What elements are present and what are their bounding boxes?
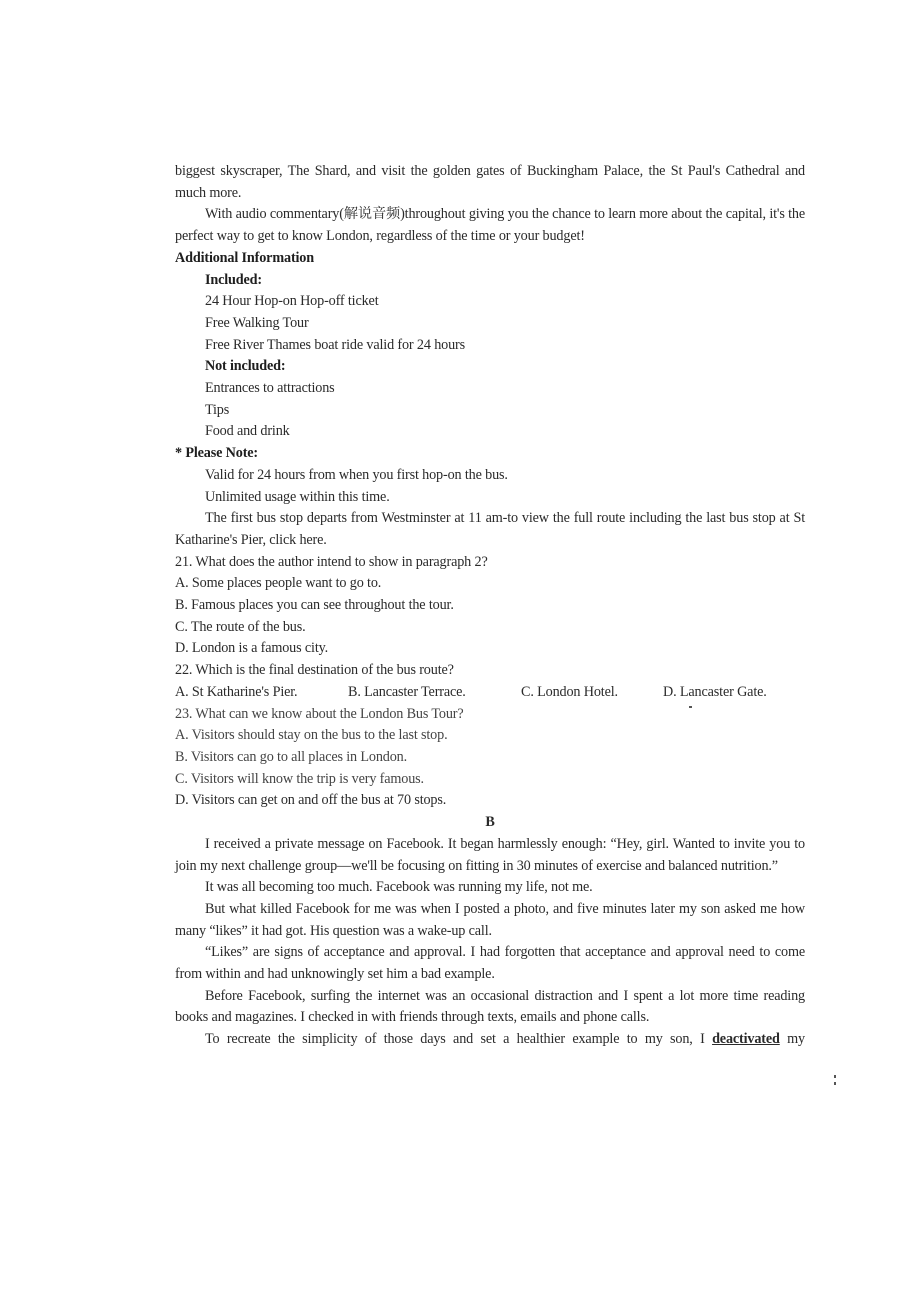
question-22-options: [175, 682, 805, 704]
intro-paragraph-1: biggest skyscraper, The Shard, and visit the golden gates of Buckingham Palace, the St Paul's Cathedral and much more.: [175, 163, 805, 201]
scan-speck: [689, 706, 692, 708]
note-item: Unlimited usage within this time.: [205, 488, 390, 505]
included-heading: Included:: [205, 271, 262, 288]
section-b-label: B: [485, 814, 495, 831]
passage-b-paragraph: Before Facebook, surfing the internet was an occasional distraction and I spent a lot more time reading books and magazines. I checked in with friends through texts, emails and phone calls.: [175, 987, 805, 1026]
question-22-stem: 22. Which is the final destination of the bus route?: [175, 662, 454, 679]
note-item-route: The first bus stop departs from Westminster at 11 am-to view the full route including the last bus stop at St Katharine's Pier, click here.: [175, 510, 805, 548]
intro-paragraph-2: With audio commentary(解说音频)throughout giving you the chance to learn more about the capital, it's the perfect way to get to know London, regardless of the time or your budget!: [175, 206, 805, 245]
included-item: Free Walking Tour: [205, 314, 309, 331]
question-22-option-b: B. Lancaster Terrace.: [348, 683, 466, 700]
question-23-option-b: B. Visitors can go to all places in London.: [175, 748, 408, 765]
question-22-option-a: A. St Katharine's Pier.: [175, 683, 298, 700]
exam-page: [175, 160, 805, 1051]
question-21-option-b: B. Famous places you can see throughout the tour.: [175, 597, 454, 614]
last-paragraph-suffix: my: [787, 1031, 805, 1048]
passage-b-paragraph: I received a private message on Facebook. It began harmlessly enough: “Hey, girl. Wanted to invite you to join my next challenge group—we'll be focusing on fitting in 30 minutes of exercise and balanced nutrition.”: [175, 835, 805, 874]
additional-info-heading: Additional Information: [175, 249, 314, 266]
question-23-option-d: D. Visitors can get on and off the bus at 70 stops.: [175, 792, 447, 809]
passage-b-paragraph: “Likes” are signs of acceptance and approval. I had forgotten that acceptance and approval need to come from within and had unknowingly set him a bad example.: [175, 944, 805, 983]
passage-b-paragraph: But what killed Facebook for me was when I posted a photo, and five minutes later my son asked me how many “likes” it had got. His question was a wake-up call.: [175, 900, 805, 939]
question-22-option-d: D. Lancaster Gate.: [663, 683, 767, 700]
question-23-stem: 23. What can we know about the London Bus Tour?: [175, 705, 464, 722]
question-21-stem: 21. What does the author intend to show in paragraph 2?: [175, 553, 488, 570]
included-item: Free River Thames boat ride valid for 24 hours: [205, 336, 465, 353]
scan-speck: [834, 1082, 836, 1085]
passage-b-paragraph: It was all becoming too much. Facebook was running my life, not me.: [205, 879, 593, 896]
last-paragraph-prefix: To recreate the simplicity of those days and set a healthier example to my son, I: [205, 1031, 705, 1048]
not-included-heading: Not included:: [205, 358, 286, 375]
question-23-option-a: A. Visitors should stay on the bus to the last stop.: [175, 727, 448, 744]
passage-b-last-paragraph: [175, 1029, 805, 1051]
note-item: Valid for 24 hours from when you first hop-on the bus.: [205, 466, 508, 483]
underlined-word-deactivated: deactivated: [712, 1031, 780, 1048]
not-included-item: Food and drink: [205, 423, 290, 440]
included-item: 24 Hour Hop-on Hop-off ticket: [205, 293, 379, 310]
question-23-option-c: C. Visitors will know the trip is very famous.: [175, 770, 424, 787]
not-included-item: Tips: [205, 401, 230, 418]
question-22-option-c: C. London Hotel.: [521, 683, 618, 700]
question-21-option-a: A. Some places people want to go to.: [175, 575, 382, 592]
please-note-heading: * Please Note:: [175, 445, 258, 462]
not-included-item: Entrances to attractions: [205, 380, 335, 397]
question-21-option-d: D. London is a famous city.: [175, 640, 329, 657]
question-21-option-c: C. The route of the bus.: [175, 618, 306, 635]
scan-speck: [834, 1075, 836, 1078]
